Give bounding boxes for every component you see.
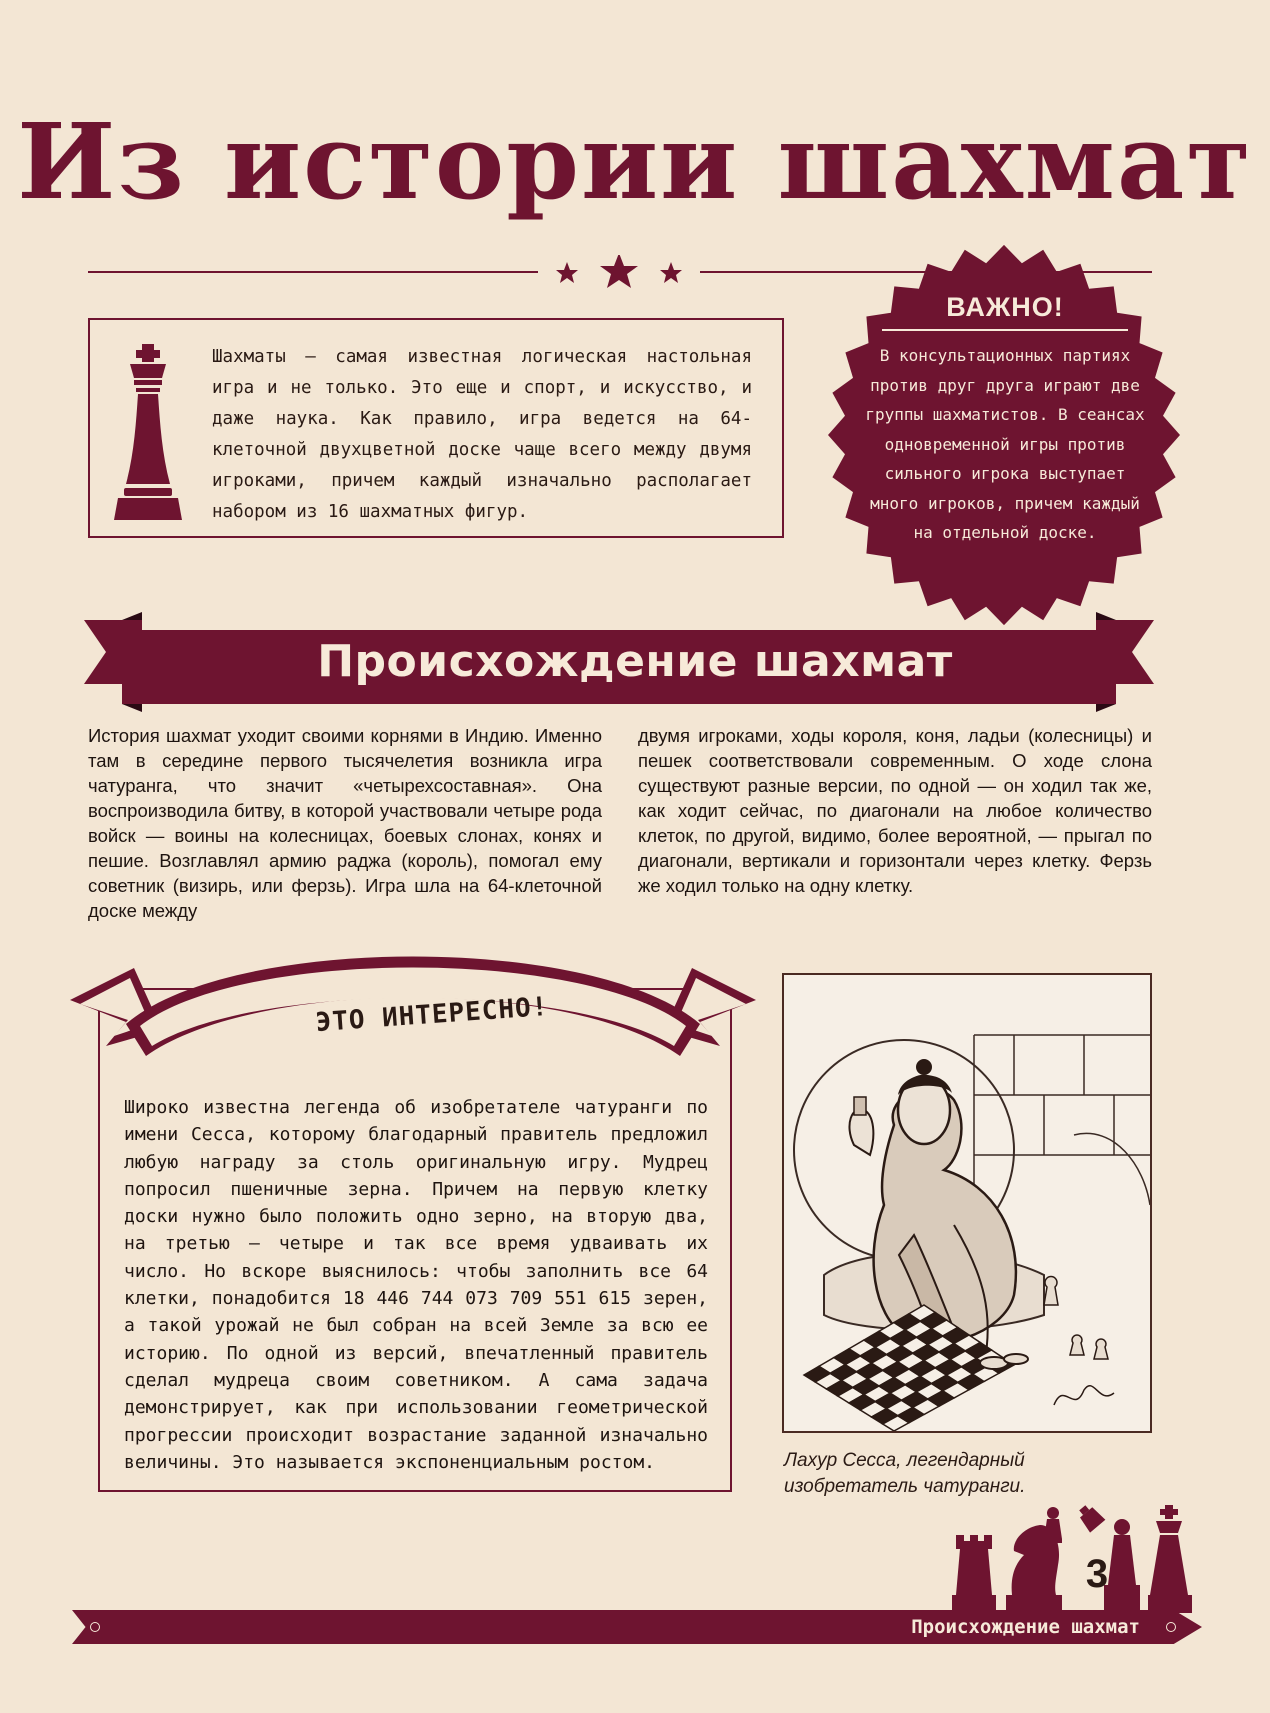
interesting-title: ЭТО ИНТЕРЕСНО! — [314, 991, 550, 1039]
chess-pawn-icon — [1044, 1507, 1062, 1543]
intro-box — [88, 318, 784, 538]
footer-ornament — [1166, 1622, 1176, 1632]
chess-king-icon — [1148, 1505, 1192, 1613]
chess-king-icon — [112, 344, 184, 522]
footer-ornament — [90, 1622, 100, 1632]
history-text-left: История шахмат уходит своими корнями в Индию. Именно там в середине первого тысячелетия возникла игра чатуранга, что значит «четырехсоставная». Она воспроизводила битву, в которой участвовали четыре рода войск — воины на колесницах, боевых слонах, конях и пешие. Возглавлял армию раджа (король), помогал ему советник (визирь, или ферзь). Игра шла на 64-клеточной доске между — [88, 725, 602, 921]
illustration-caption: Лахур Сесса, легендарный изобретатель чатуранги. — [784, 1450, 1026, 1497]
page-title: Из истории шахмат — [17, 100, 1253, 223]
important-text: В консультационных партиях против друг друга играют две группы шахматистов. В сеансах одновременной игры против сильного игрока выступает много игроков, причем каждый на отдельной доске. — [865, 346, 1145, 542]
chess-rook-icon — [952, 1535, 996, 1613]
page-number: 3 — [1085, 1552, 1109, 1596]
star-icon — [556, 262, 578, 283]
chess-pieces-decoration — [950, 1505, 1200, 1613]
star-icon — [660, 262, 682, 283]
footer-section-label: Происхождение шахмат — [911, 1616, 1140, 1638]
sage-drawing — [784, 975, 1150, 1431]
history-text-right: двумя игроками, ходы короля, коня, ладьи (колесницы) и пешек соответствовали современным. О ходе слона существуют разные версии, по одной — он ходил так же, как ходит сейчас, по диагонали на любое количество клеток, по другой, видимо, более вероятной, — прыгал по диагонали, вертикали и горизонтали через клетку. Ферзь же ходил только на одну клетку. — [638, 725, 1152, 896]
sessa-illustration — [782, 973, 1152, 1433]
star-icon — [600, 255, 638, 288]
intro-text: Шахматы — самая известная логическая настольная игра и не только. Это еще и спорт, и искусство, и даже наука. Как правило, игра ведется на 64-клеточной двухцветной доске чаще всего между двумя игроками, причем каждый изначально располагает набором из 16 шахматных фигур. — [212, 347, 752, 522]
important-title: ВАЖНО! — [882, 292, 1128, 331]
section-title: Происхождение шахмат — [317, 636, 953, 687]
chess-bishop-icon — [1075, 1505, 1106, 1533]
interesting-text: Широко известна легенда об изобретателе чатуранги по имени Сесса, которому благодарный правитель предложил любую награду за столь оригинальную игру. Мудрец попросил пшеничные зерна. Причем на первую клетку доски нужно было положить одно зерно, на вторую два, на третью — четыре и так все время удваивать их число. Но вскоре выяснилось: чтобы заполнить все 64 клетки, понадобится 18 446 744 073 709 551 615 зерен, а такой урожай не был собран на всей Земле за всю ее историю. По одной из версий, впечатленный правитель сделал мудреца своим советником. А сама задача демонстрирует, как при использовании геометрической прогрессии происходит возрастание заданной изначально величины. Это называется экспоненциальным ростом. — [124, 1097, 708, 1473]
important-callout — [850, 292, 1160, 548]
